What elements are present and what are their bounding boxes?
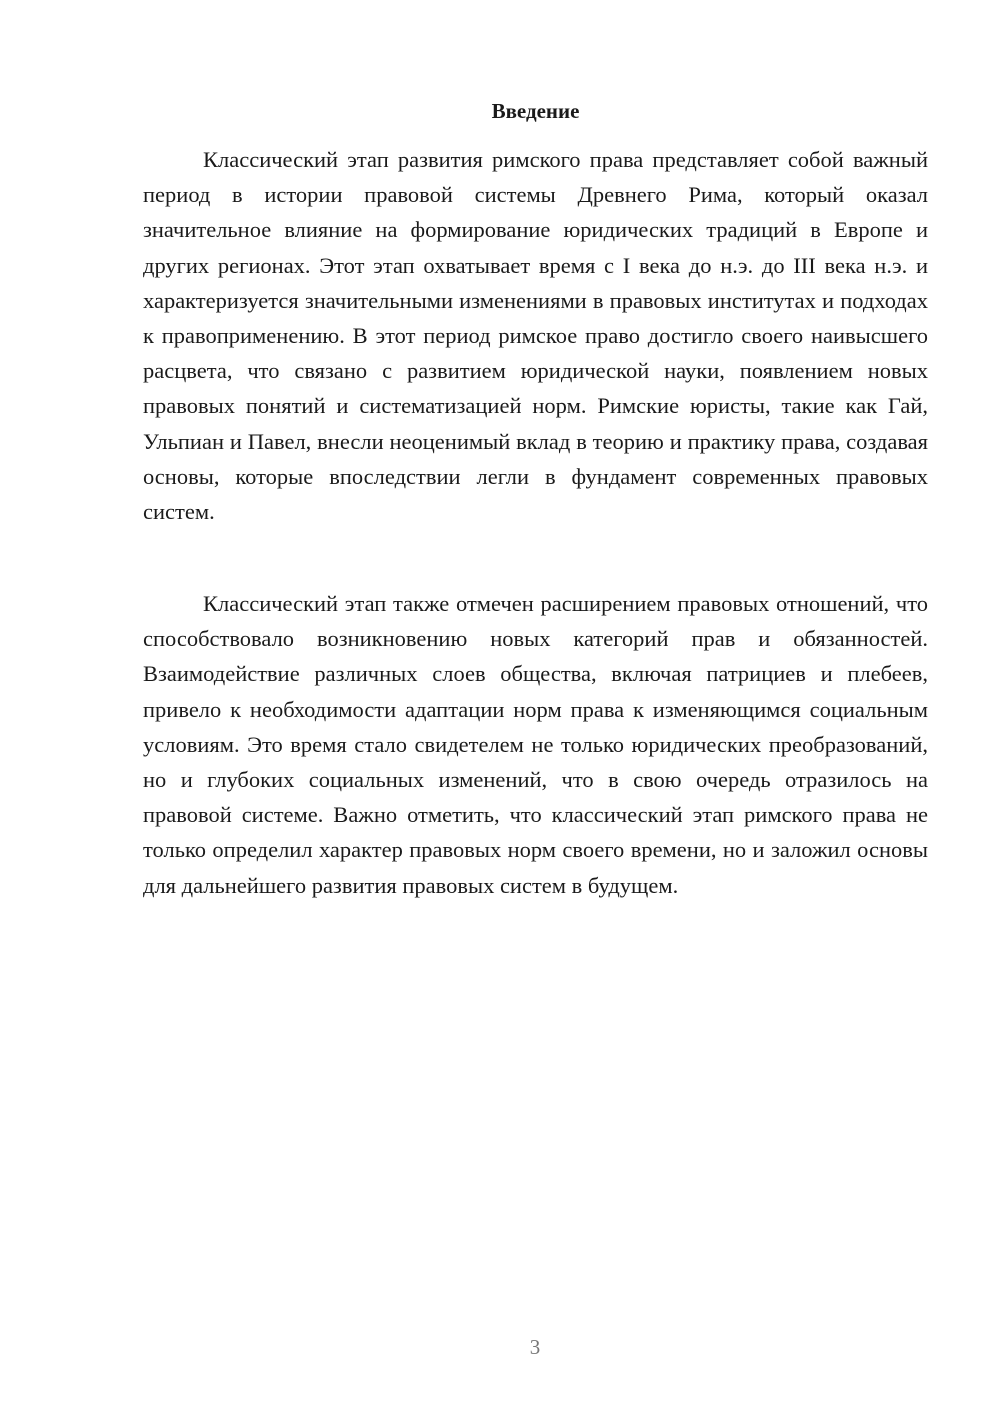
paragraph-2: Классический этап также отмечен расширением правовых отношений, что способствовало возникновению новых категорий прав и обязанностей. Взаимодействие различных слоев общества, включая патрициев и плебеев, привело к необходимости адаптации норм права к изменяющимся социальным условиям. Это время стало свидетелем не только юридических преобразований, но и глубоких социальных изменений, что в свою очередь отразилось на правовой системе. Важно отметить, что классический этап римского права не только определил характер правовых норм своего времени, но и заложил основы для дальнейшего развития правовых систем в будущем. [143, 591, 928, 898]
section-heading: Введение [491, 99, 580, 123]
page-number: 3 [529, 1335, 541, 1359]
paragraph-1: Классический этап развития римского права представляет собой важный период в истории правовой системы Древнего Рима, который оказал значительное влияние на формирование юридических традиций в Европе и других регионах. Этот этап охватывает время с I века до н.э. до III века н.э. и характеризуется значительными изменениями в правовых институтах и подходах к правоприменению. В этот период римское право достигло своего наивысшего расцвета, что связано с развитием юридической науки, появлением новых правовых понятий и систематизацией норм. Римские юристы, такие как Гай, Ульпиан и Павел, внесли неоценимый вклад в теорию и практику права, создавая основы, которые впоследствии легли в фундамент современных правовых систем. [143, 147, 928, 525]
